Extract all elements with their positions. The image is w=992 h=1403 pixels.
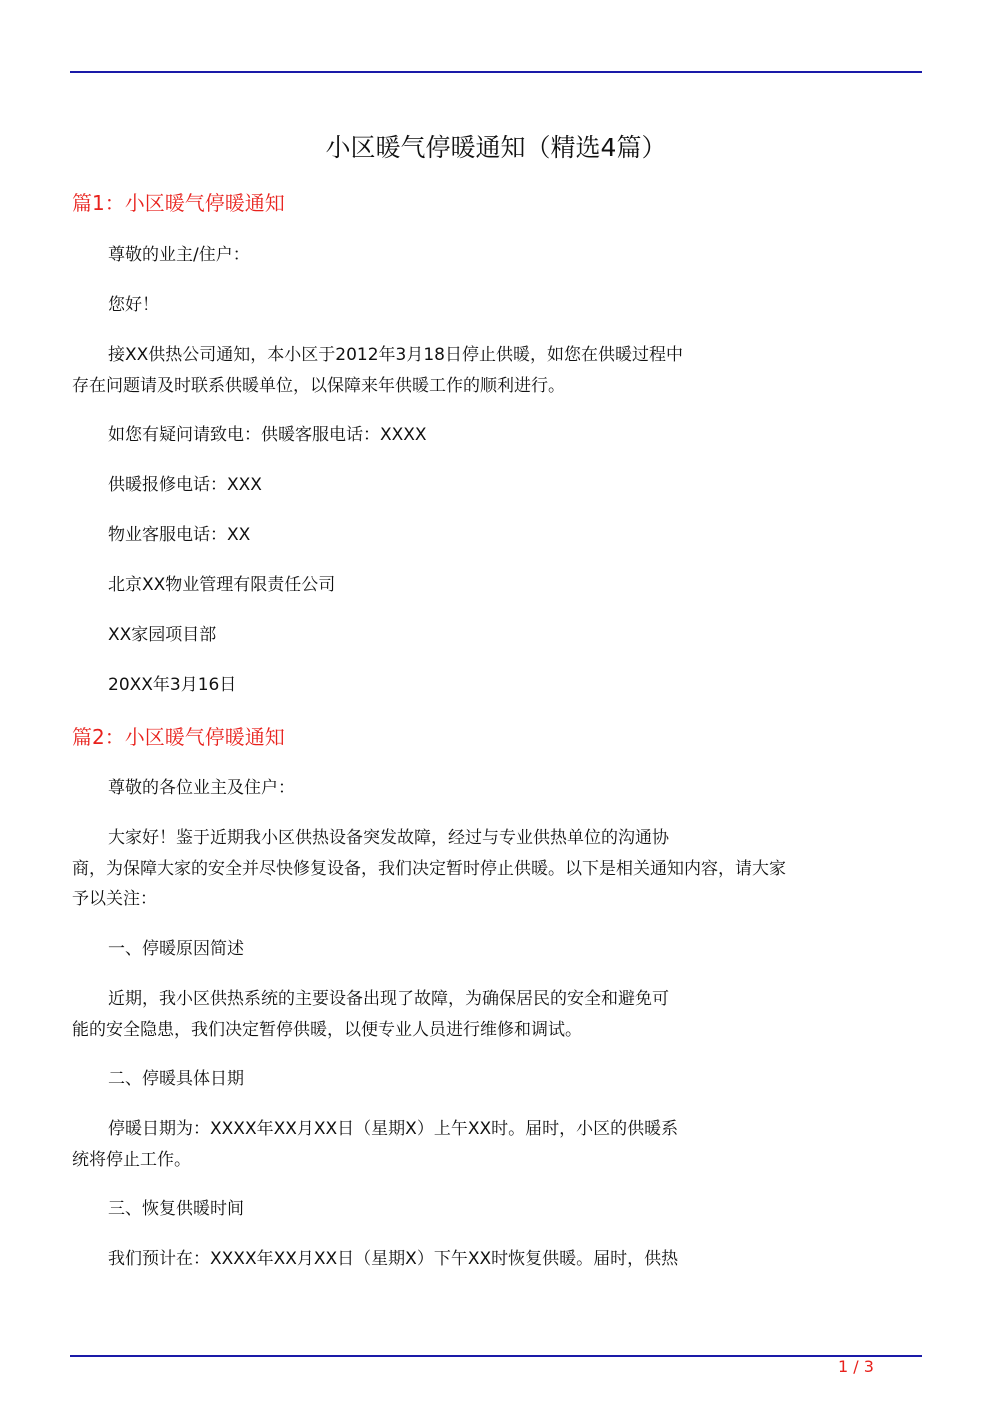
paragraph-line: 三、恢复供暖时间 [108, 1199, 244, 1219]
paragraph [72, 823, 922, 915]
paragraph [72, 570, 922, 601]
paragraph [72, 420, 922, 451]
paragraph-line: 我们预计在：XXXX年XX月XX日（星期X）下午XX时恢复供暖。届时，供热 [108, 1249, 679, 1269]
paragraph-line: 尊敬的业主/住户： [108, 245, 250, 265]
paragraph [72, 670, 922, 701]
paragraph-line: 近期，我小区供热系统的主要设备出现了故障，为确保居民的安全和避免可 [108, 989, 669, 1009]
paragraph-line: 20XX年3月16日 [108, 675, 237, 695]
paragraph-line: 存在问题请及时联系供暖单位，以保障来年供暖工作的顺利进行。 [72, 375, 565, 396]
footer-rule [70, 1355, 922, 1357]
header-rule [70, 71, 922, 73]
section-heading: 篇1：小区暖气停暖通知 [72, 191, 285, 215]
paragraph-line: 商，为保障大家的安全并尽快修复设备，我们决定暂时停止供暖。以下是相关通知内容，请大家 [72, 858, 786, 879]
section-heading: 篇2：小区暖气停暖通知 [72, 725, 285, 749]
paragraph-line: 予以关注： [72, 889, 157, 909]
paragraph-line: 尊敬的各位业主及住户： [108, 778, 295, 798]
paragraph-line: 统将停止工作。 [72, 1149, 191, 1170]
document-title: 小区暖气停暖通知（精选4篇） [325, 133, 667, 162]
paragraph [72, 1114, 922, 1175]
paragraph-line: 供暖报修电话：XXX [108, 475, 262, 495]
paragraph [72, 620, 922, 651]
paragraph-line: 停暖日期为：XXXX年XX月XX日（星期X）上午XX时。届时，小区的供暖系 [108, 1119, 679, 1139]
paragraph-line: 二、停暖具体日期 [108, 1069, 244, 1089]
paragraph [72, 240, 922, 271]
paragraph [72, 984, 922, 1045]
paragraph-line: 接XX供热公司通知，本小区于2012年3月18日停止供暖，如您在供暖过程中 [108, 345, 684, 365]
paragraph [72, 470, 922, 501]
paragraph-line: 大家好！鉴于近期我小区供热设备突发故障，经过与专业供热单位的沟通协 [108, 828, 669, 848]
paragraph-line: 北京XX物业管理有限责任公司 [108, 575, 336, 595]
paragraph [72, 1244, 922, 1275]
paragraph [72, 773, 922, 804]
paragraph-line: XX家园项目部 [108, 625, 217, 645]
paragraph-line: 您好！ [108, 295, 159, 315]
paragraph [72, 290, 922, 321]
paragraph-line: 一、停暖原因简述 [108, 939, 244, 959]
paragraph [72, 520, 922, 551]
paragraph-line: 如您有疑问请致电：供暖客服电话：XXXX [108, 425, 427, 445]
paragraph-line: 物业客服电话：XX [108, 525, 251, 545]
paragraph [72, 1194, 922, 1225]
paragraph [72, 340, 922, 401]
paragraph [72, 934, 922, 965]
paragraph-line: 能的安全隐患，我们决定暂停供暖，以便专业人员进行维修和调试。 [72, 1019, 582, 1040]
paragraph [72, 1064, 922, 1095]
page-number: 1 / 3 [838, 1357, 874, 1376]
